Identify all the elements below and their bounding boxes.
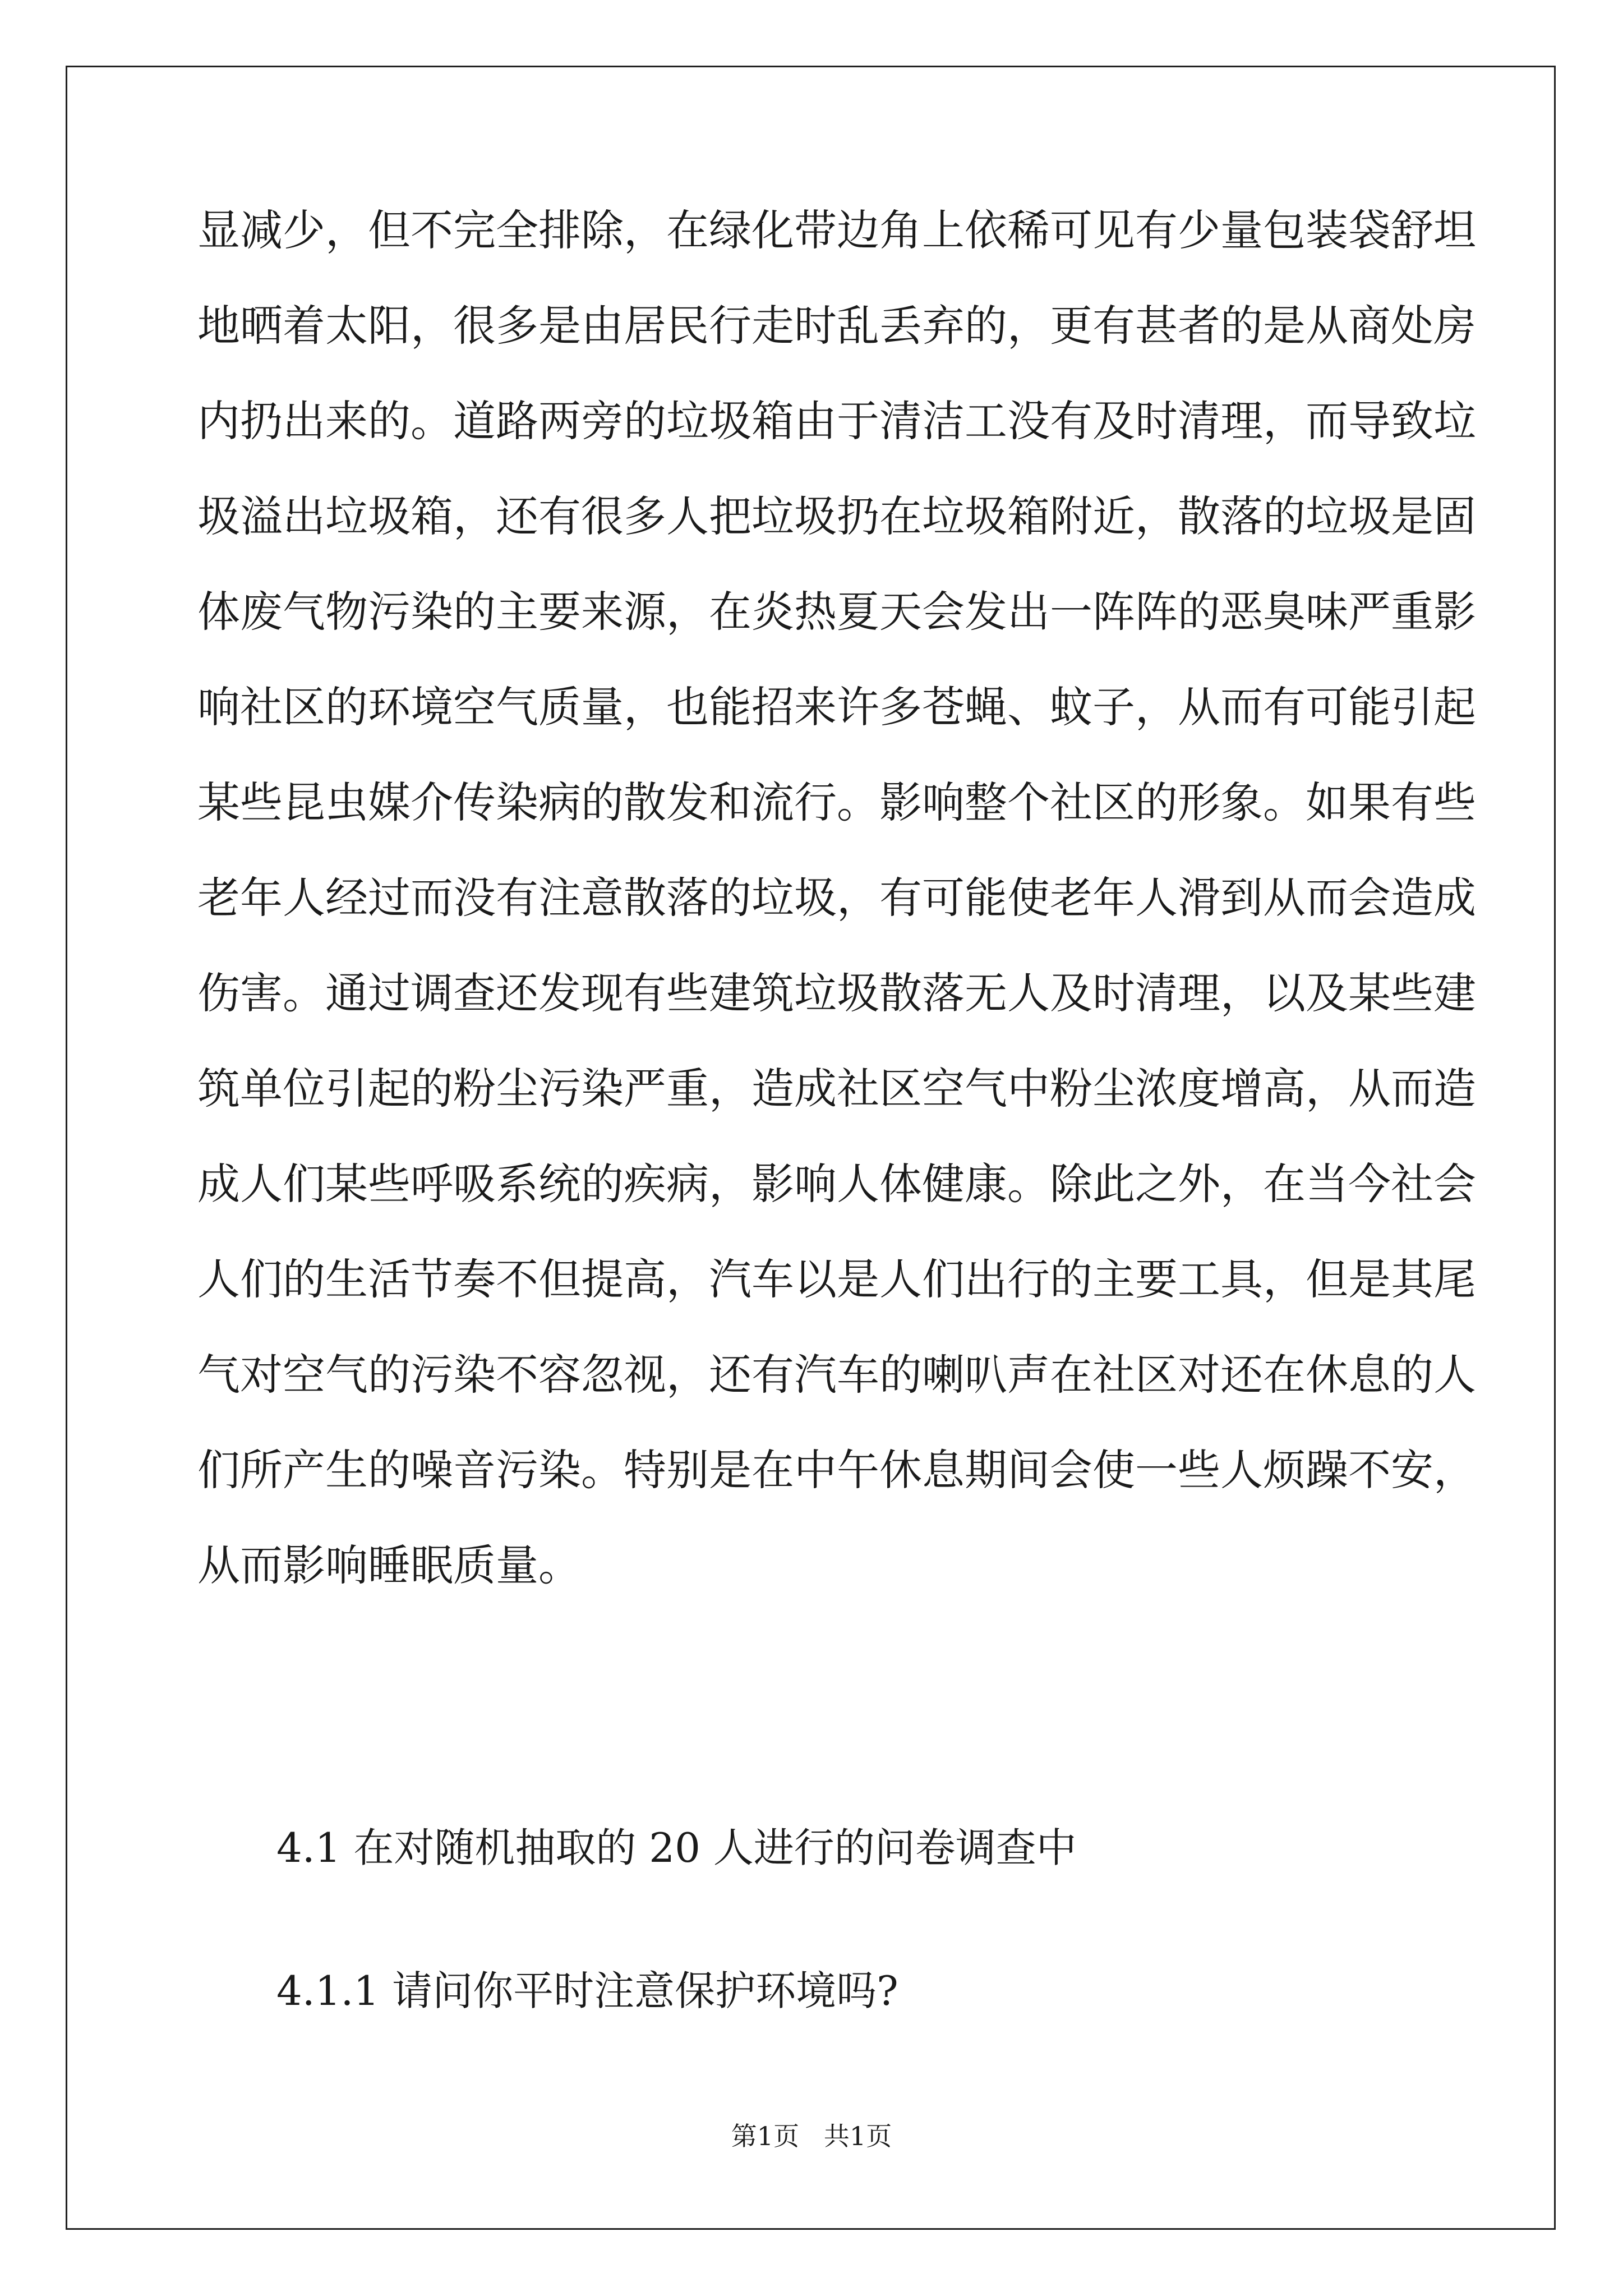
text-line: 地晒着太阳，很多是由居民行走时乱丢弃的，更有甚者的是从商处房 [197,301,1476,351]
section-heading-4-1-1: 4.1.1 请问你平时注意保护环境吗? [276,1967,898,2014]
text-line: 人们的生活节奏不但提高，汽车以是人们出行的主要工具，但是其尾 [197,1254,1476,1304]
text-line: 气对空气的污染不容忽视，还有汽车的喇叭声在社区对还在休息的人 [197,1350,1476,1400]
text-line: 从而影响睡眠质量。 [197,1540,581,1590]
text-line: 圾溢出垃圾箱，还有很多人把垃圾扔在垃圾箱附近，散落的垃圾是固 [197,491,1476,541]
text-line: 筑单位引起的粉尘污染严重，造成社区空气中粉尘浓度增高，从而造 [197,1064,1476,1114]
text-line: 成人们某些呼吸系统的疾病，影响人体健康。除此之外，在当今社会 [197,1159,1476,1209]
text-line: 伤害。通过调查还发现有些建筑垃圾散落无人及时清理，以及某些建 [197,968,1476,1018]
text-line: 老年人经过而没有注意散落的垃圾，有可能使老年人滑到从而会造成 [197,873,1476,923]
section-heading-4-1: 4.1 在对随机抽取的 20 人进行的问卷调查中 [276,1824,1077,1871]
text-line: 某些昆虫媒介传染病的散发和流行。影响整个社区的形象。如果有些 [197,777,1476,827]
text-line: 响社区的环境空气质量，也能招来许多苍蝇、蚊子，从而有可能引起 [197,682,1476,732]
body-paragraph [197,205,1476,1637]
text-line: 体废气物污染的主要来源，在炎热夏天会发出一阵阵的恶臭味严重影 [197,587,1476,637]
text-line: 们所产生的噪音污染。特别是在中午休息期间会使一些人烦躁不安， [197,1445,1476,1495]
text-line: 内扔出来的。道路两旁的垃圾箱由于清洁工没有及时清理，而导致垃 [197,396,1476,446]
page-number-footer: 第1页 共1页 [731,2121,892,2151]
text-line: 显减少，但不完全排除，在绿化带边角上依稀可见有少量包装袋舒坦 [197,205,1476,255]
